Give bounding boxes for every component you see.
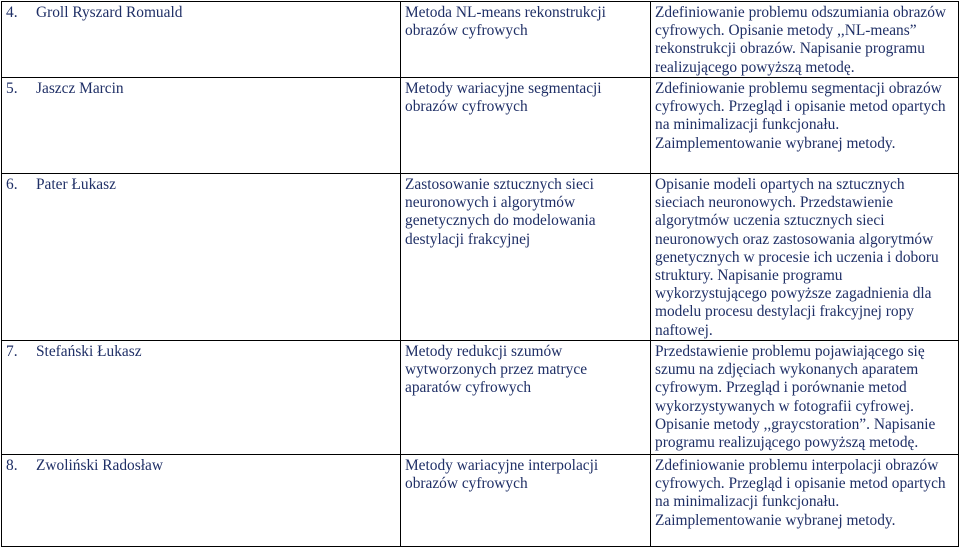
theses-table: [1, 1, 959, 547]
row-number: 8.: [6, 457, 18, 474]
description-cell: Przedstawienie problemu pojawiającego się szumu na zdjęciach wykonanych aparatem cyfrowym. Przegląd i porównanie metod wykorzystywanych w fotografii cyfrowej. Opisanie metody ,,graycstoration”. Napisanie programu realizującego powyższą metodę.: [651, 341, 959, 455]
topic-cell: Metoda NL-means rekonstrukcji obrazów cyfrowych: [401, 2, 651, 78]
row-number: 5.: [6, 80, 18, 97]
table-row: [2, 455, 959, 547]
student-name: Stefański Łukasz: [36, 343, 142, 360]
student-cell: [2, 174, 401, 341]
student-cell: [2, 341, 401, 455]
student-name: Zwoliński Radosław: [36, 457, 163, 474]
table-row: [2, 2, 959, 78]
topic-cell: Metody redukcji szumów wytworzonych przez matryce aparatów cyfrowych: [401, 341, 651, 455]
student-cell: [2, 78, 401, 174]
student-name: Groll Ryszard Romuald: [36, 4, 183, 21]
description-cell: Opisanie modeli opartych na sztucznych sieciach neuronowych. Przedstawienie algorytmów uczenia sztucznych sieci neuronowych oraz zastosowania algorytmów genetycznych w procesie ich uczenia i doboru struktury. Napisanie programu wykorzystującego powyższe zagadnienia dla modelu procesu destylacji frakcyjnej ropy naftowej.: [651, 174, 959, 341]
student-name: Jaszcz Marcin: [36, 80, 124, 97]
student-cell: [2, 455, 401, 547]
description-cell: Zdefiniowanie problemu odszumiania obrazów cyfrowych. Opisanie metody ,,NL-means” rekonstrukcji obrazów. Napisanie programu realizującego powyższą metodę.: [651, 2, 959, 78]
description-cell: Zdefiniowanie problemu segmentacji obrazów cyfrowych. Przegląd i opisanie metod opartych na minimalizacji funkcjonału. Zaimplementowanie wybranej metody.: [651, 78, 959, 174]
table-row: [2, 341, 959, 455]
theses-table-body: [2, 2, 959, 547]
row-number: 4.: [6, 4, 18, 21]
student-name: Pater Łukasz: [36, 176, 116, 193]
row-number: 7.: [6, 343, 18, 360]
description-cell: Zdefiniowanie problemu interpolacji obrazów cyfrowych. Przegląd i opisanie metod opartych na minimalizacji funkcjonału. Zaimplementowanie wybranej metody.: [651, 455, 959, 547]
student-cell: [2, 2, 401, 78]
table-row: [2, 174, 959, 341]
topic-cell: Metody wariacyjne segmentacji obrazów cyfrowych: [401, 78, 651, 174]
topic-cell: Zastosowanie sztucznych sieci neuronowych i algorytmów genetycznych do modelowania destylacji frakcyjnej: [401, 174, 651, 341]
topic-cell: Metody wariacyjne interpolacji obrazów cyfrowych: [401, 455, 651, 547]
table-row: [2, 78, 959, 174]
row-number: 6.: [6, 176, 18, 193]
